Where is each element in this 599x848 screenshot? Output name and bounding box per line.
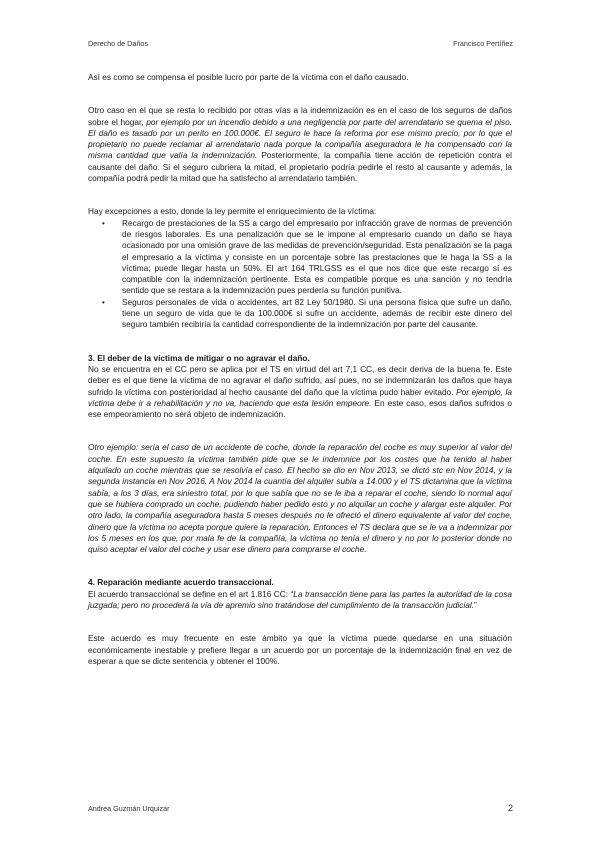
footer-page-number: 2 (507, 803, 513, 813)
paragraph-duty-to-mitigate-intro: No se encuentra en el CC pero se aplica por el TS en virtud del art 7,1 CC, es decir deriva de la buena fe. Este deber es el que tiene la víctima de no agravar el daño sufrido, así pues, no se indemnizarán los daños que haya sufrido la víctima con posterioridad al hecho causante del daño que la víctima pudo haber evitado. (88, 363, 512, 397)
paragraph-home-insurance (88, 105, 512, 184)
paragraph-duty-to-mitigate (88, 364, 512, 420)
paragraph-duty-to-mitigate-example: Por ejemplo, la víctima debe ir a rehabilitación y no va, haciendo que esta lesión empeore. (88, 386, 512, 408)
paragraph-settlement-definition (88, 589, 512, 612)
paragraph-exceptions-intro: Hay excepciones a esto, donde la ley permite el enriquecimiento de la víctima: (88, 206, 377, 217)
list-item-personal-insurance (102, 296, 512, 331)
paragraph-car-accident-example: Otro ejemplo: sería el caso de un accidente de coche, donde la reparación del coche es muy superior al valor del coche. En este supuesto la víctima también pide que se le indemnice por los costes que ha tenido al haber alquilado un coche mientras que se resolvía el caso. El hecho se dio en Nov 2013, se dictó stc en Nov 2014, y la segunda instancia en Nov 2016. A Nov 2014 la cuantía del alquiler subía a 14.000 y el TS dictamina que la víctima sabía, a los 3 días, era siniestro total, por lo que sabía que no se le iba a reparar el coche, siendo lo normal aquí que se hubiera comprado un coche, pudiendo haber pedido esto y no alquilar un coche y alargar este alquiler. Por otro lado, la compañía aseguradora hasta 5 meses después no le ofreció el dinero equivalente al valor del coche, dinero que la víctima no acepta porque quiere la reparación. Entonces el TS declara que se le va a indemnizar por los 5 meses en los que, por mala fe de la compañía, la víctima no tenía el dinero y no por lo posterior donde no quiso aceptar el valor del coche y usar ese dinero para comprarse el coche. (88, 442, 512, 555)
paragraph-home-insurance-intro: Otro caso en el que se resta lo recibido por otras vías a la indemnización es en el caso de los seguros de daños sobre el hogar, (88, 105, 512, 127)
paragraph-settlement-quote: La transacción tiene para las partes la autoridad de la cosa juzgada; pero no procederá la vía de apremio sino tratándose del cumplimiento de la transacción judicial. (88, 588, 512, 610)
section-3-heading: 3. El deber de la víctima de mitigar o no agravar el daño. (88, 352, 310, 363)
bullet-icon: • (102, 297, 105, 307)
paragraph-settlement-intro: El acuerdo transaccional se define en el art 1.816 CC: “ (88, 588, 294, 599)
list-item-ss-surcharge (102, 217, 512, 297)
footer-author: Andrea Guzmán Urquizar (88, 804, 170, 813)
section-4-heading: 4. Reparación mediante acuerdo transaccional. (88, 577, 274, 588)
header-professor-name: Francisco Pertíñez (453, 39, 513, 48)
exceptions-list (88, 218, 512, 331)
document-body (88, 72, 512, 667)
paragraph-duty-to-mitigate-conclusion: En este caso, esos daños sufridos o ese empeoramiento no será objeto de indemnización. (88, 397, 512, 420)
paragraph-settlement-frequency: Este acuerdo es muy frecuente en este ámbito ya que la víctima puede quedarse en una situación económicamente inestable y prefiere llegar a un acuerdo por un porcentaje de la indemnización final en vez de esperar a que se dicte sentencia y obtener el 100%. (88, 633, 512, 666)
paragraph-settlement-close-quote: ” (474, 599, 477, 610)
list-item-personal-insurance-text: Seguros personales de vida o accidentes, art 82 Ley 50/1980. Si una persona física que sufre un daño, tiene un seguro de vida que le da 100.000€ si sufre un accidente, además de recibir este dinero del seguro también recibiría la cantidad correspondiente de la indemnización por parte del causante. (122, 296, 512, 330)
paragraph-home-insurance-repetition: Posteriormente, la compañía tiene acción de repetición contra el causante del daño. Si el seguro cubriera la mitad, el propietario podría pedirle el resto al causante y además, la compañía podrá pedir la mitad que ha satisfecho al arrendatario también. (88, 150, 512, 184)
paragraph-home-insurance-example: por ejemplo por un incendio debido a una negligencia por parte del arrendatario se quema el piso. El daño es tasado por un perito en 100.000€. El seguro le hace la reforma por ese mismo precio, por lo que el propietario no puede reclamar al arrendatario nada porque la compañía aseguradora le ha compensado con la misma cantidad que valía la indemnización. (88, 116, 512, 161)
paragraph-compensation: Así es como se compensa el posible lucro por parte de la víctima con el daño causado. (88, 72, 409, 82)
list-item-ss-surcharge-text: Recargo de prestaciones de la SS a cargo del empresario por infracción grave de normas de prevención de riesgos laborales. Es una penalización que se le impone al empresario cuando un daño se haya ocasionado por una omisión grave de las medidas de prevención/seguridad. Esta penalización se la paga el empresario a la víctima y consiste en un porcentaje sobre las prestaciones que le haga la SS a la víctima; puede llegar hasta un 50%. El art 164 TRLGSS es el que nos dice que este recargo sí es compatible con la indemnización pertinente. Esta es compatible porque es una sanción y no tendría sentido que se restara a la indemnización pues perdería su función punitiva. (122, 217, 512, 296)
header-course-title: Derecho de Daños (88, 39, 148, 48)
bullet-icon: • (102, 218, 105, 228)
